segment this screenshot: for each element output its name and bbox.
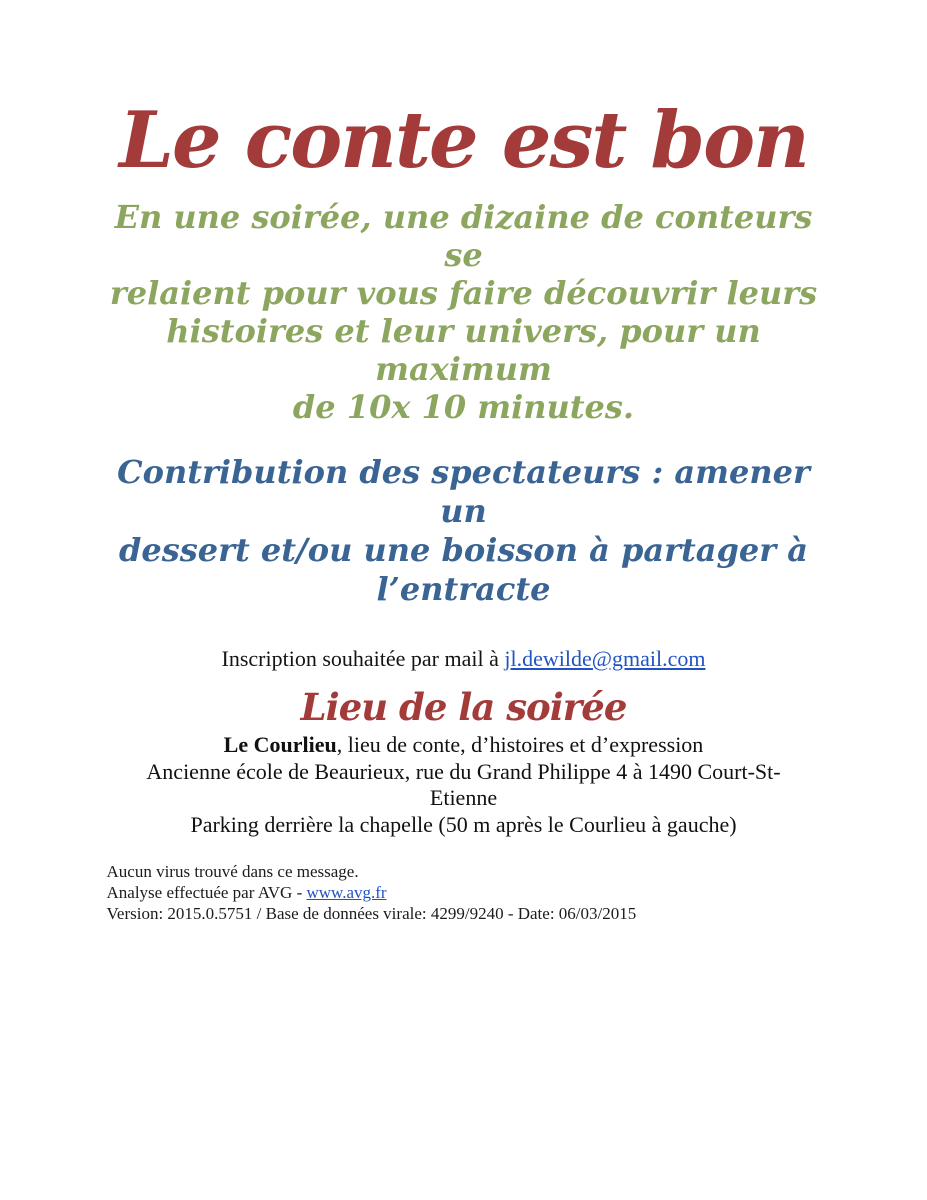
antivirus-line3: Version: 2015.0.5751 / Base de données virale: 4299/9240 - Date: 06/03/2015 [106,904,637,924]
antivirus-line2-text: Analyse effectuée par AVG - [106,883,307,903]
venue-address-line1: Ancienne école de Beaurieux, rue du Grand Philippe 4 à 1490 Court-St- [146,758,781,784]
venue-details [107,732,821,838]
contribution-paragraph [107,453,821,609]
venue-heading: Lieu de la soirée [300,684,627,729]
email-link[interactable]: jl.dewilde@gmail.com [504,645,706,671]
flyer-title: Le conte est bon [119,95,808,186]
intro-line: histoires et leur univers, pour un maximum [166,311,761,388]
antivirus-line1: Aucun virus trouvé dans ce message. [106,862,359,882]
intro-line: relaient pour vous faire découvrir leurs [109,273,818,312]
intro-line: de 10x 10 minutes. [292,387,635,426]
venue-parking-line: Parking derrière la chapelle (50 m après le Courlieu à gauche) [190,811,737,837]
contribution-line: dessert et/ou une boisson à partager à [119,530,808,569]
venue-name-line [107,732,821,759]
avg-link[interactable]: www.avg.fr [306,883,387,903]
venue-address-line2: Etienne [429,785,498,811]
antivirus-footer [107,861,821,924]
venue-name-rest: , lieu de conte, d’histoires et d’expression [336,732,704,758]
venue-name: Le Courlieu [223,732,337,758]
antivirus-line2 [107,882,821,903]
inscription-line [107,645,821,673]
contribution-line: Contribution des spectateurs : amener un [117,452,810,530]
intro-line: En une soirée, une dizaine de conteurs se [114,197,813,274]
inscription-text: Inscription souhaitée par mail à [221,645,505,671]
intro-paragraph [107,198,821,426]
contribution-line: l’entracte [376,569,551,608]
content-column [107,0,821,924]
